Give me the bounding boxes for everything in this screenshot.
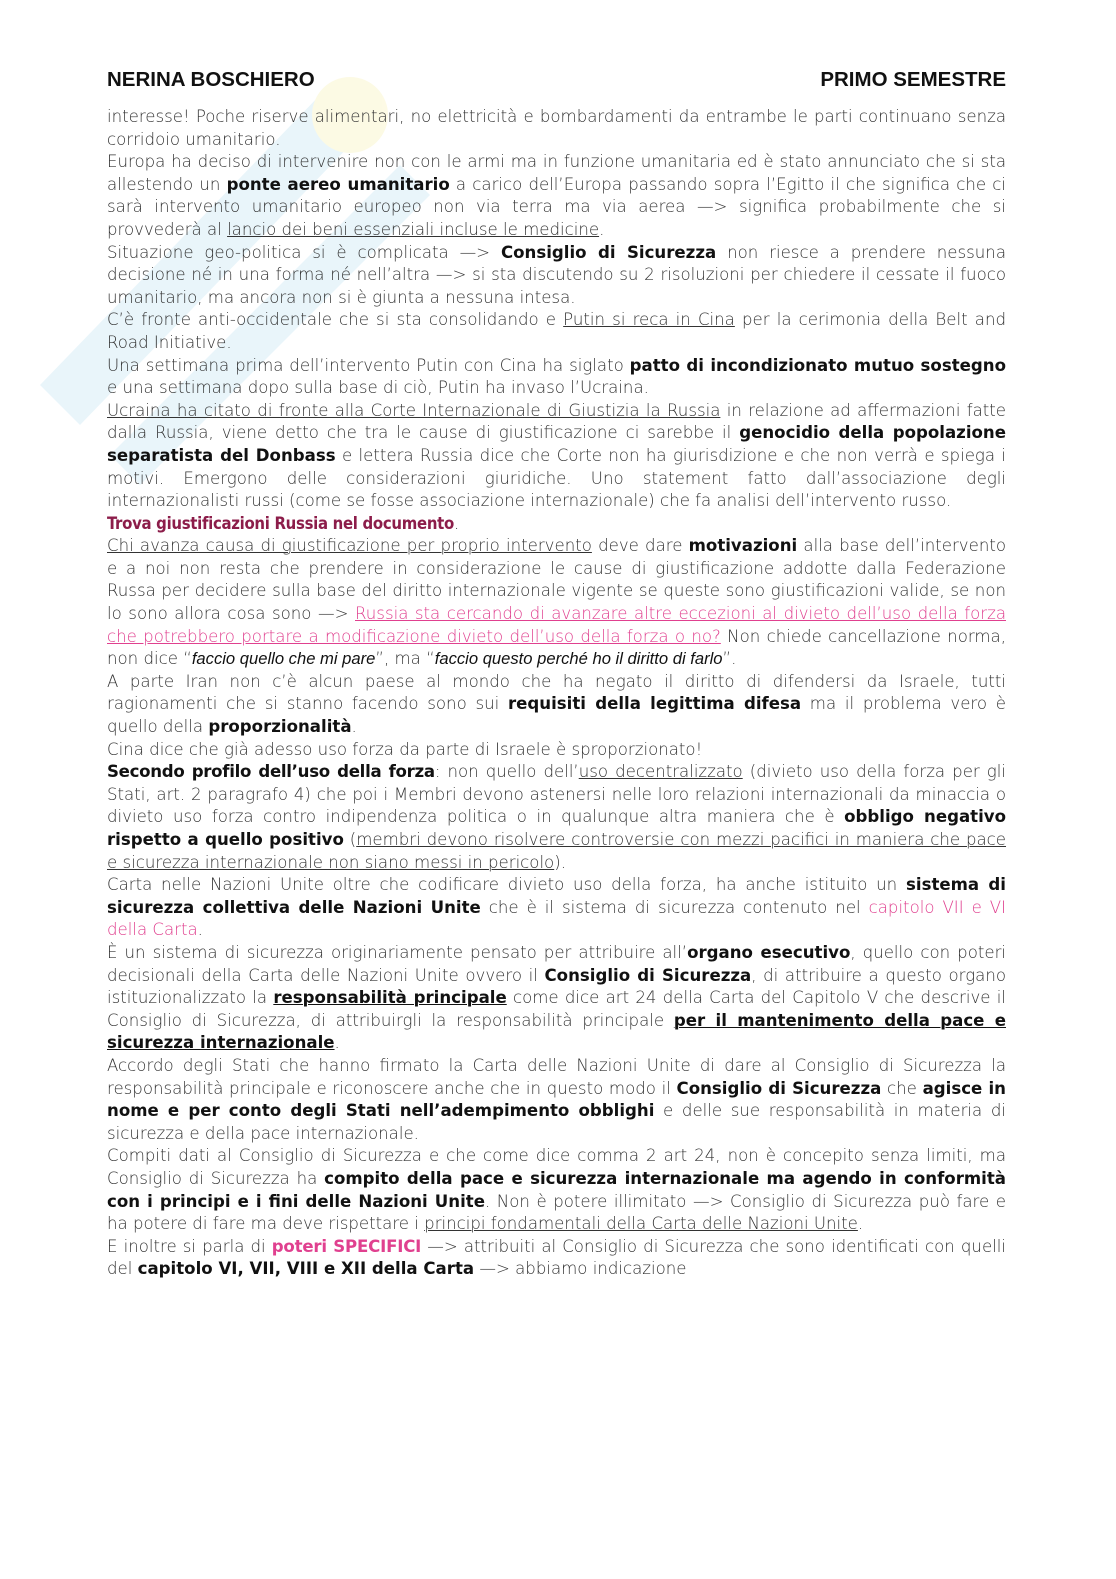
paragraph: Accordo degli Stati che hanno firmato la Carta delle Nazioni Unite di dare al Consiglio di Sicurezza la responsabilità principale e riconoscere anche che in questo modo il Consiglio di Sicurezza che agisce in nome e per conto degli Stati nell’adempimento obblighi e delle sue responsabilità in materia di sicurezza e della pace internazionale. [107, 1055, 1006, 1143]
paragraph: interesse! Poche riserve alimentari, no elettricità e bombardamenti da entrambe le parti continuano senza corridoio umanitario. [107, 107, 1006, 149]
paragraph: Europa ha deciso di intervenire non con le armi ma in funzione umanitaria ed è stato annunciato che si sta allestendo un ponte aereo umanitario a carico dell’Europa passando sopra l’Egitto il che significa che ci sarà intervento umanitario europeo non via terra ma via aerea —> significa probabilmente che si provvederà al lancio dei beni essenziali incluse le medicine. [107, 152, 1007, 239]
paragraph: C’è fronte anti-occidentale che si sta consolidando e Putin si reca in Cina per la cerimonia della Belt and Road Initiative. [107, 310, 1006, 352]
paragraph: Situazione geo-politica si è complicata —> Consiglio di Sicurezza non riesce a prendere nessuna decisione né in una forma né nell’altra —> si sta discutendo su 2 risoluzioni per chiedere il cessate il fuoco umanitario, ma ancora non si è giunta a nessuna intesa. [107, 242, 1006, 307]
paragraph: E inoltre si parla di poteri SPECIFICI —> attribuiti al Consiglio di Sicurezza che sono identificati con quelli del capitolo VI, VII, VIII e XII della Carta —> abbiamo indicazione [107, 1236, 1006, 1279]
paragraph: Chi avanza causa di giustificazione per proprio intervento deve dare motivazioni alla base dell’intervento e a noi non resta che prendere in considerazione le cause di giustificazione addotte dalla Federazione Russa per decidere sulla base del diritto internazionale vigente se queste sono giustificazioni valide, se non lo sono allora cosa sono —> Russia sta cercando di avanzare altre eccezioni al divieto dell’uso della forza che potrebbero portare a modificazione divieto dell’uso della forza o no? Non chiede cancellazione norma, non dice “faccio quello che mi pare”, ma “faccio questo perché ho il diritto di farlo”. [107, 536, 1007, 669]
author-name: NERINA BOSCHIERO [107, 68, 315, 91]
paragraph: A parte Iran non c’è alcun paese al mondo che ha negato il diritto di difendersi da Israele, tutti ragionamenti che si stanno facendo sono sui requisiti della legittima difesa ma il problema vero è quello della proporzionalità. [107, 671, 1006, 737]
paragraph: Carta nelle Nazioni Unite oltre che codificare divieto uso della forza, ha anche istituito un sistema di sicurezza collettiva delle Nazioni Unite che è il sistema di sicurezza contenuto nel capitolo VII e VI della Carta. [107, 875, 1007, 940]
paragraph: È un sistema di sicurezza originariamente pensato per attribuire all’organo esecutivo, quello con poteri decisionali della Carta delle Nazioni Unite ovvero il Consiglio di Sicurezza, di attribuire a questo organo istituzionalizzato la responsabilità principale come dice art 24 della Carta del Capitolo V che descrive il Consiglio di Sicurezza, di attribuirgli la responsabilità principale per il mantenimento della pace e sicurezza internazionale. [107, 942, 1007, 1053]
paragraph: Una settimana prima dell’intervento Putin con Cina ha siglato patto di incondizionato mutuo sostegno e una settimana dopo sulla base di ciò, Putin ha invaso l’Ucraina. [107, 355, 1006, 398]
document-body [107, 106, 1006, 1281]
paragraph: Cina dice che già adesso uso forza da parte di Israele è sproporzionato! [107, 739, 703, 759]
paragraph: Secondo profilo dell’uso della forza: non quello dell’uso decentralizzato (divieto uso della forza per gli Stati, art. 2 paragrafo 4) che poi i Membri devono astenersi nelle loro relazioni internazionali da minaccia o divieto uso forza contro indipendenza politica o in qualunque altra maniera che è obbligo negativo rispetto a quello positivo (membri devono risolvere controversie con mezzi pacifici in maniera che pace e sicurezza internazionale non siano messi in pericolo). [107, 762, 1007, 872]
section-heading: Trova giustificazioni Russia nel documento. [107, 513, 460, 533]
page-header [107, 68, 1006, 96]
paragraph: Ucraina ha citato di fronte alla Corte Internazionale di Giustizia la Russia in relazione ad affermazioni fatte dalla Russia, viene detto che tra le cause di giustificazione ci sarebbe il genocidio della popolazione separatista del Donbass e lettera Russia dice che Corte non ha giurisdizione e che non verrà e spiega i motivi. Emergono delle considerazioni giuridiche. Uno statement fatto dall’associazione degli internazionalisti russi (come se fosse associazione internazionale) che fa analisi dell’intervento russo. [107, 400, 1007, 511]
paragraph: Compiti dati al Consiglio di Sicurezza e che come dice comma 2 art 24, non è concepito senza limiti, ma Consiglio di Sicurezza ha compito della pace e sicurezza internazionale ma agendo in conformità con i principi e i fini delle Nazioni Unite. Non è potere illimitato —> Consiglio di Sicurezza può fare e ha potere di fare ma deve rispettare i principi fondamentali della Carta delle Nazioni Unite. [107, 1146, 1006, 1234]
semester-label: PRIMO SEMESTRE [820, 68, 1006, 91]
